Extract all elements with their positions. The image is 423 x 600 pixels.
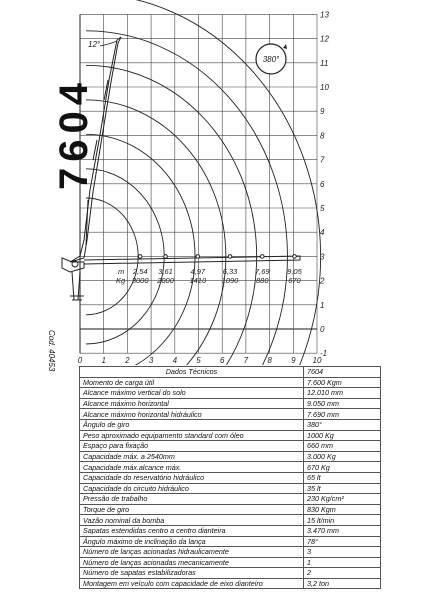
load-weight: 670: [288, 276, 301, 285]
spec-value: 7.600 Kgm: [304, 377, 381, 388]
load-point-marker: [293, 255, 297, 259]
load-weight: 1410: [189, 276, 207, 285]
y-tick-label: 4: [320, 228, 325, 238]
spec-name: Ângulo de giro: [80, 419, 304, 430]
spec-value: 660 mm: [304, 441, 381, 452]
spec-row: [80, 441, 381, 452]
load-weight: 1090: [221, 276, 239, 285]
load-distance: 6,33: [222, 267, 238, 276]
spec-row: [80, 483, 381, 494]
spec-name: Montagem em veículo com capacidade de eixo dianteiro: [80, 578, 304, 589]
y-tick-label: 5: [320, 204, 325, 213]
spec-value: 830 Kgm: [304, 504, 381, 515]
spec-row: [80, 557, 381, 568]
x-tick-label: 6: [219, 356, 225, 365]
x-tick-label: 4: [172, 356, 178, 365]
spec-value: 3.470 mm: [304, 525, 381, 536]
x-tick-label: 5: [196, 356, 201, 365]
load-weight: 2000: [157, 276, 174, 285]
y-tick-label: 9: [320, 107, 325, 117]
spec-row: [80, 430, 381, 441]
y-tick-label: 11: [320, 58, 329, 68]
spec-value: 670 Kg: [304, 462, 381, 473]
spec-name: Momento de carga útil: [80, 377, 304, 388]
boom-angle-arc: [100, 41, 117, 46]
spec-row: [80, 494, 381, 505]
spec-value: 1000 Kg: [304, 430, 381, 441]
spec-value: 380°: [304, 419, 381, 430]
spec-name: Capacidade máx.alcance máx.: [80, 462, 304, 473]
x-tick-label: 0: [77, 356, 83, 365]
axis-ticks: [78, 10, 330, 365]
spec-name: Espaço para fixação: [80, 441, 304, 452]
load-point-marker: [196, 255, 200, 259]
spec-value: 3: [304, 547, 381, 558]
spec-name: Dados Técnicos: [80, 367, 304, 378]
weight-header: Kg: [116, 276, 126, 285]
model-number: 7604: [52, 77, 96, 190]
spec-value: 9.050 mm: [304, 398, 381, 409]
spec-name: Ângulo máximo de inclinação da lança: [80, 536, 304, 547]
load-weight: 3000: [131, 276, 149, 285]
reach-arc: [86, 31, 287, 365]
x-tick-label: 8: [267, 356, 272, 365]
spec-name: Pressão de trabalho: [80, 494, 304, 505]
spec-name: Alcance máximo horizontal hidráulico: [80, 409, 304, 420]
spec-name: Número de lanças acionadas mecanicamente: [80, 557, 304, 568]
spec-value: 7604: [304, 367, 381, 378]
load-point-marker: [260, 255, 264, 259]
load-distance: 4,97: [190, 267, 206, 276]
spec-name: Alcance máximo horizontal: [80, 398, 304, 409]
spec-value: 2: [304, 568, 381, 579]
reach-arc: [86, 134, 195, 365]
rotation-label: 380°: [262, 55, 280, 64]
y-tick-label: -1: [320, 349, 328, 359]
spec-row: [80, 515, 381, 526]
load-weight: 880: [255, 276, 269, 285]
spec-value: 7.690 mm: [304, 409, 381, 420]
spec-row: [80, 419, 381, 430]
spec-row: [80, 398, 381, 409]
y-tick-label: 7: [320, 155, 325, 165]
spec-name: Sapatas estendidas centro a centro dianteira: [80, 525, 304, 536]
spec-value: 15 lt/min: [304, 515, 381, 526]
x-tick-label: 10: [312, 356, 322, 365]
part-code: Cod. 40453: [47, 330, 56, 372]
y-tick-label: 12: [320, 34, 329, 44]
spec-row: [80, 578, 381, 589]
spec-value: 3,2 ton: [304, 578, 381, 589]
spec-name: Capacidade do reservatório hidráulico: [80, 472, 304, 483]
reach-arc: [86, 65, 257, 365]
x-tick-label: 3: [148, 356, 154, 365]
spec-name: Alcance máximo vertical do solo: [80, 388, 304, 399]
spec-row: [80, 409, 381, 420]
y-tick-label: 13: [320, 10, 329, 20]
spec-name: Peso aproximado equipamento standard com óleo: [80, 430, 304, 441]
y-tick-label: 8: [320, 131, 325, 141]
spec-row: [80, 504, 381, 515]
y-tick-label: 3: [320, 252, 325, 262]
spec-name: Número de sapatas estabilizadoras: [80, 568, 304, 579]
spec-value: 78°: [304, 536, 381, 547]
spec-value: 12.010 mm: [304, 388, 381, 399]
y-tick-label: 10: [320, 83, 329, 92]
rotation-indicator: [256, 44, 287, 74]
spec-header-row: [80, 367, 381, 378]
load-distance: 9,05: [287, 267, 302, 276]
spec-row: [80, 472, 381, 483]
spec-name: Capacidade do circuito hidráulico: [80, 483, 304, 494]
technical-specs-table: [79, 366, 381, 589]
spec-row: [80, 388, 381, 399]
load-point-marker: [164, 255, 168, 259]
spec-value: 1: [304, 557, 381, 568]
spec-row: [80, 568, 381, 579]
distance-header: m: [118, 267, 125, 276]
spec-value: 35 lt: [304, 483, 381, 494]
spec-name: Capacidade máx. a 2540mm: [80, 451, 304, 462]
spec-name: Torque de giro: [80, 504, 304, 515]
spec-name: Número de lanças acionadas hidraulicamente: [80, 547, 304, 558]
load-distance: 7,69: [254, 267, 270, 276]
spec-row: [80, 547, 381, 558]
spec-row: [80, 536, 381, 547]
y-tick-label: 1: [320, 300, 325, 310]
spec-value: 65 lt: [304, 472, 381, 483]
spec-value: 3.000 Kg: [304, 451, 381, 462]
spec-row: [80, 462, 381, 473]
spec-row: [80, 451, 381, 462]
y-tick-label: 6: [320, 179, 325, 189]
crane-boom-drawing: [62, 37, 300, 300]
load-distance: 2,54: [132, 267, 148, 276]
spec-name: Vazão nominal da bomba: [80, 515, 304, 526]
load-point-marker: [138, 255, 142, 259]
y-tick-label: 0: [320, 325, 325, 334]
load-distance: 3,61: [158, 267, 173, 276]
spec-value: 230 Kg/cm²: [304, 494, 381, 505]
x-tick-label: 1: [101, 356, 106, 365]
x-tick-label: 9: [291, 356, 296, 365]
spec-row: [80, 525, 381, 536]
load-point-marker: [228, 255, 232, 259]
boom-angle-label: 12°: [88, 40, 101, 49]
y-tick-label: 2: [320, 276, 325, 286]
x-tick-label: 7: [243, 356, 249, 365]
x-tick-label: 2: [125, 356, 130, 365]
spec-row: [80, 377, 381, 388]
